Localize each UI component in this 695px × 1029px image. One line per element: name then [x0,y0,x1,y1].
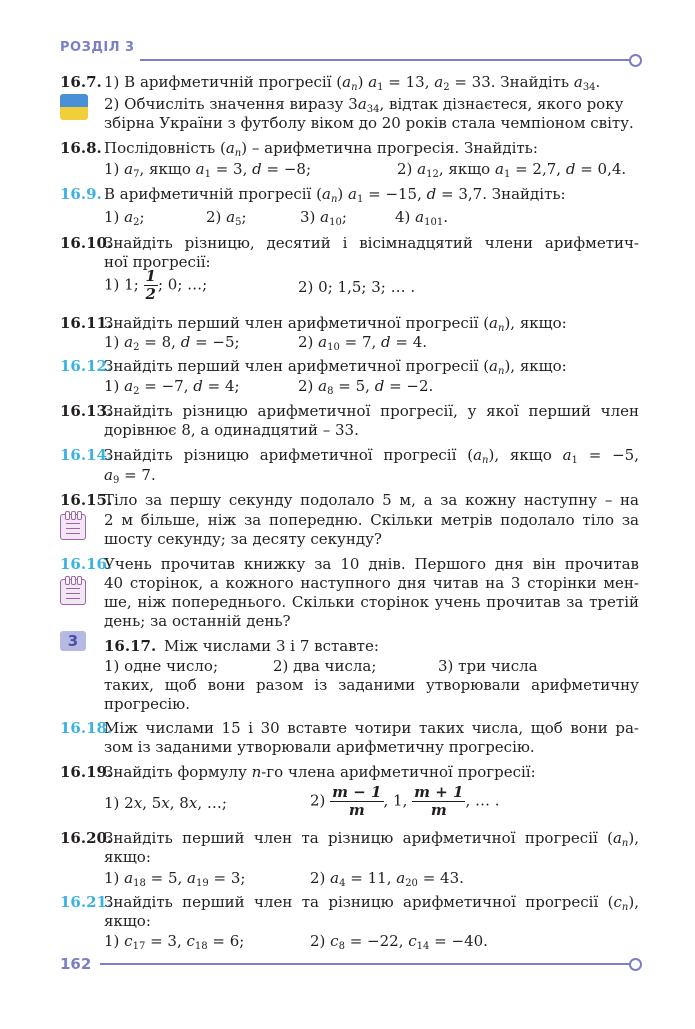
problem-option: 2) $a_4 = 11$, $a_{20} = 43$. [310,869,464,889]
page-number: 162 [60,955,92,973]
problem-number: 16.17. [104,637,157,655]
problem-option: 1) $a_{18} = 5$, $a_{19} = 3$; [104,869,246,889]
problem-text: $a_9 = 7$. [104,466,156,486]
header-rule [140,59,630,61]
problem-option: 1) $a_2 = 8$, d = −5; [104,333,240,353]
problem-text: таких, щоб вони разом із заданими утворювали арифметичну [104,676,639,694]
problem-option: 1) 1; $\frac{1}{2}$ ; 0; …; [104,267,208,303]
problem-option: 4) $a_{101}$. [395,208,448,228]
problem-number: 16.7. [60,73,102,91]
problem-option: 2) $a_5$; [206,208,247,228]
problem-option: 2) $a_8 = 5$, d = −2. [298,377,434,397]
problem-text: дорівнює 8, а одинадцятий – 33. [104,421,359,439]
problem-option: 2) $a_{12}$, якщо $a_1 = 2,7$, d = 0,4. [397,160,627,180]
problem-number: 16.14. [60,446,113,464]
problem-text: 40 сторінок, а кожного наступного дня читав на 3 сторінки мен- [104,574,639,592]
problem-text: 1) В арифметичній прогресії $(a_n) a_1 = 13$, $a_2 = 33$. Знайдіть $a_{34}$. [104,73,601,93]
problem-option: 1) одне число; [104,657,219,675]
problem-text: В арифметичній прогресії $(a_n) a_1 = -15$, d = 3,7. Знайдіть: [104,185,566,205]
fraction: $\frac{m - 1}{m}$ [332,783,382,819]
problem-option: 2) 0; 1,5; 3; … . [298,278,416,296]
problem-text: Тіло за першу секунду подолало 5 м, а за кожну наступну – на [104,491,639,509]
problem-text: якщо: [104,912,151,930]
problem-number: 16.18. [60,719,113,737]
problem-text: 2) Обчисліть значення виразу $3a_{34}$, відтак дізнаєтеся, якого року [104,95,624,115]
problem-number: 16.19. [60,763,113,781]
problem-option: 1) $c_{17} = 3$, $c_{18} = 6$; [104,932,245,952]
problem-text: Знайдіть різницю арифметичної прогресії $(a_n)$, якщо $a_1 = -5$, [104,446,639,466]
problem-text: Між числами 15 і 30 вставте чотири таких числа, щоб вони ра- [104,719,639,737]
problem-number: 16.16. [60,555,113,573]
problem-option: 1) $a_2$; [104,208,145,228]
problem-text: Знайдіть різницю, десятий і вісімнадцятий члени арифметич- [104,234,639,252]
problem-text: якщо: [104,848,151,866]
footer-rule [100,963,630,965]
problem-text: Знайдіть перший член та різницю арифметичної прогресії $(a_n)$, [104,829,639,849]
problem-number: 16.12. [60,357,113,375]
problem-number: 16.9. [60,185,102,203]
problem-option: 3) три числа [438,657,538,675]
notebook-icon [60,579,86,605]
problem-text: збірна України з футболу віком до 20 років стала чемпіоном світу. [104,114,634,132]
problem-text: ше, ніж попереднього. Скільки сторінок учень прочитав за третій [104,593,639,611]
level-3-badge: 3 [60,631,86,651]
problem-text: Знайдіть формулу n-го члена арифметичної прогресії: [104,763,536,781]
problem-number: 16.13. [60,402,113,420]
problem-text: Знайдіть перший член арифметичної прогресії $(a_n)$, якщо: [104,314,567,334]
problem-option: 1) $a_2 = -7$, d = 4; [104,377,240,397]
problem-option: 2) $c_8 = -22$, $c_{14} = -40$. [310,932,488,952]
problem-text: день; за останній день? [104,612,291,630]
problem-text: ної прогресії: [104,253,211,271]
fraction: $\frac{m + 1}{m}$ [414,783,464,819]
problem-option: 2) два числа; [273,657,377,675]
problem-option: 3) $a_{10}$; [300,208,347,228]
footer-rule-end-icon [629,958,642,971]
notebook-icon [60,514,86,540]
problem-text: Між числами 3 і 7 вставте: [164,637,379,655]
header-rule-end-icon [629,54,642,67]
problem-text: Знайдіть перший член арифметичної прогресії $(a_n)$, якщо: [104,357,567,377]
problem-number: 16.21. [60,893,113,911]
problem-text: Знайдіть перший член та різницю арифметичної прогресії $(c_n)$, [104,893,639,913]
problem-text: Послідовність $(a_n)$ – арифметична прогресія. Знайдіть: [104,139,538,159]
problem-text: зом із заданими утворювали арифметичну прогресію. [104,738,535,756]
problem-option: 2) $\frac{m - 1}{m}$ , 1, $\frac{m + 1}{m}$ , … . [310,783,500,819]
problem-number: 16.11. [60,314,113,332]
problem-option: 2) $a_{10} = 7$, d = 4. [298,333,428,353]
problem-option: 1) 2x, 5x, 8x, …; [104,794,227,812]
problem-text: прогресію. [104,695,190,713]
problem-option: 1) $a_7$, якщо $a_1 = 3$, d = −8; [104,160,312,180]
problem-number: 16.20. [60,829,113,847]
problem-text: Знайдіть різницю арифметичної прогресії, у якої перший член [104,402,639,420]
problem-text: шосту секунду; за десяту секунду? [104,530,382,548]
problem-text: Учень прочитав книжку за 10 днів. Першого дня він прочитав [104,555,639,573]
problem-number: 16.15. [60,491,113,509]
section-header: РОЗДІЛ 3 [60,40,135,55]
fraction: $\frac{1}{2}$ [145,267,156,303]
ukraine-flag-icon [60,94,88,120]
problem-number: 16.10. [60,234,113,252]
problem-number: 16.8. [60,139,102,157]
problem-text: 2 м більше, ніж за попередню. Скільки метрів подолало тіло за [104,511,639,529]
